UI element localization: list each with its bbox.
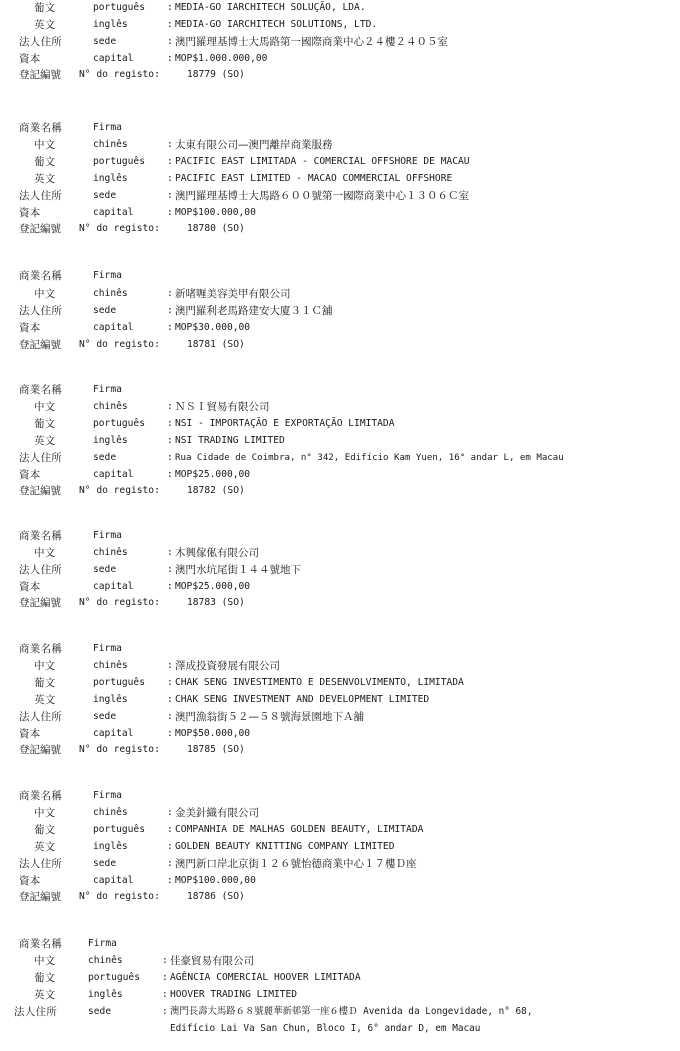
seat-address: 澳門羅理基博士大馬路第一國際商業中心２４樓２４０５室 (175, 36, 448, 48)
capital-amount: MOP$100.000,00 (175, 207, 256, 218)
chinese-name: 新啫喱美容美甲有限公司 (175, 288, 291, 300)
seat-address: 澳門長壽大馬路６８號麗華新邨第一座６樓Ｄ Avenida da Longevidade, n° 68, (170, 1006, 533, 1017)
registration-number: 18779 (SO) (187, 69, 245, 80)
seat-address: Rua Cidade de Coimbra, n° 342, Edifício Kam Yuen, 16° andar L, em Macau (175, 453, 564, 463)
portuguese-name: AGÊNCIA COMERCIAL HOOVER LIMITADA (170, 972, 361, 983)
chinese-name: 佳豪貿易有限公司 (170, 955, 254, 967)
chinese-name: ＮＳＩ貿易有限公司 (175, 401, 270, 413)
english-name: HOOVER TRADING LIMITED (170, 989, 298, 1000)
seat-address: 澳門新口岸北京街１２６號怡德商業中心１７樓Ｄ座 (175, 858, 417, 870)
chinese-name: 金美針織有限公司 (175, 807, 259, 819)
chinese-name: 澤成投資發展有限公司 (175, 660, 280, 672)
capital-amount: MOP$1.000.000,00 (175, 53, 268, 64)
seat-address-continued: Edifício Lai Va San Chun, Bloco I, 6° andar D, em Macau (170, 1023, 481, 1034)
registry-page: 葡文 português : MEDIA-GO IARCHITECH SOLUÇÃO, LDA. 英文 inglês : MEDIA-GO IARCHITECH SOLUTIONS, LTD. 法人住所 sede : 澳門羅理基博士大馬路第一國際商業中心２４樓２４０５室 資本 capital : MOP$1.000.000,00 登記編號 N° do registo: 18779 (SO) 商業名稱 Firma 中文 chinês : 太東有限公司—澳門離岸商業服務 葡文 português : PACIFIC EAST LIMITADA - COMERCIAL OFFSHORE DE MACAU 英文 inglês : PACIFIC EAST LIMITED - MACAO COMMERCIAL OFFSHORE 法人住所 sede : 澳門羅理基博士大馬路６００號第一國際商業中心１３０６Ｃ室 資本 capital : MOP$100.000,00 登記編號 N° do registo: 18780 (SO) 商業名稱 Firma 中文 chinês : 新啫喱美容美甲有限公司 法人住所 sede : 澳門羅利老馬路建安大廈３１Ｃ舖 資本 capital : MOP$30.000,00 登記編號 N° do registo: 18781 (SO) 商業名稱 Firma 中文 chinês : ＮＳＩ貿易有限公司 葡文 português : NSI - IMPORTAÇÃO E EXPORTAÇÃO LIMITADA 英文 inglês : NSI TRADING LIMITED 法人住所 sede : Rua Cidade de Coimbra, n° 342, Edifício Kam Yuen, 16° andar L, em Macau 資本 capital : MOP$25.000,00 登記編號 N° do registo: 18782 (SO) 商業名稱 Firma 中文 chinês : 木興傢俬有限公司 法人住所 sede : 澳門水坑尾街１４４號地下 資本 capital : MOP$25.000,00 登記編號 N° do registo: 18783 (SO) 商業名稱 Firma 中文 chinês : 澤成投資發展有限公司 葡文 português : CHAK SENG INVESTIMENTO E DESENVOLVIMENTO, LIMITADA 英文 inglês : CHAK SENG INVESTMENT AND DEVELOPMENT LIMITED 法人住所 sede : 澳門漁翁街５２—５８號海景園地下Ａ舖 資本 capital : MOP$50.000,00 登記編號 N° do registo: 18785 (SO) 商業名稱 Firma 中文 chinês : 金美針織有限公司 葡文 português : COMPANHIA DE MALHAS GOLDEN BEAUTY, LIMITADA 英文 inglês : GOLDEN BEAUTY KNITTING COMPANY LIMITED 法人住所 sede : 澳門新口岸北京街１２６號怡德商業中心１７樓Ｄ座 資本 capital : MOP$100.000,00 登記編號 N° do registo: 18786 (SO) 商業名稱 Firma 中文 chinês : 佳豪貿易有限公司 葡文 português : AGÊNCIA COMERCIAL HOOVER LIMITADA 英文 inglês : HOOVER TRADING LIMITED 法人住所 sede : 澳門長壽大馬路６８號麗華新邨第一座６樓Ｄ Avenida da Longevidade, n° 68, Edifício Lai Va San Chun, Bloco I, 6° andar D, em Macau (0, 0, 680, 1051)
capital-amount: MOP$25.000,00 (175, 469, 251, 480)
chinese-name: 木興傢俬有限公司 (175, 547, 259, 559)
registration-number: 18785 (SO) (187, 744, 245, 755)
seat-address: 澳門水坑尾街１４４號地下 (175, 564, 301, 576)
portuguese-name: NSI - IMPORTAÇÃO E EXPORTAÇÃO LIMITADA (175, 418, 395, 429)
english-name: PACIFIC EAST LIMITED - MACAO COMMERCIAL OFFSHORE (175, 173, 453, 184)
english-name: NSI TRADING LIMITED (175, 435, 285, 446)
chinese-name: 太東有限公司—澳門離岸商業服務 (175, 139, 333, 151)
seat-address: 澳門漁翁街５２—５８號海景園地下Ａ舖 (175, 711, 364, 723)
english-name: CHAK SENG INVESTMENT AND DEVELOPMENT LIMITED (175, 694, 430, 705)
registration-number: 18783 (SO) (187, 597, 245, 608)
registration-number: 18781 (SO) (187, 339, 245, 350)
capital-amount: MOP$25.000,00 (175, 581, 251, 592)
registration-number: 18780 (SO) (187, 223, 245, 234)
portuguese-name: PACIFIC EAST LIMITADA - COMERCIAL OFFSHORE DE MACAU (175, 156, 470, 167)
registration-number: 18786 (SO) (187, 891, 245, 902)
seat-address: 澳門羅理基博士大馬路６００號第一國際商業中心１３０６Ｃ室 (175, 190, 469, 202)
english-name: MEDIA-GO IARCHITECH SOLUTIONS, LTD. (175, 19, 378, 30)
portuguese-name: MEDIA-GO IARCHITECH SOLUÇÃO, LDA. (175, 2, 366, 13)
capital-amount: MOP$100.000,00 (175, 875, 256, 886)
portuguese-name: COMPANHIA DE MALHAS GOLDEN BEAUTY, LIMITADA (175, 824, 424, 835)
portuguese-name: CHAK SENG INVESTIMENTO E DESENVOLVIMENTO, LIMITADA (175, 677, 464, 688)
registration-number: 18782 (SO) (187, 485, 245, 496)
capital-amount: MOP$50.000,00 (175, 728, 251, 739)
english-name: GOLDEN BEAUTY KNITTING COMPANY LIMITED (175, 841, 395, 852)
capital-amount: MOP$30.000,00 (175, 322, 251, 333)
seat-address: 澳門羅利老馬路建安大廈３１Ｃ舖 (175, 305, 333, 317)
